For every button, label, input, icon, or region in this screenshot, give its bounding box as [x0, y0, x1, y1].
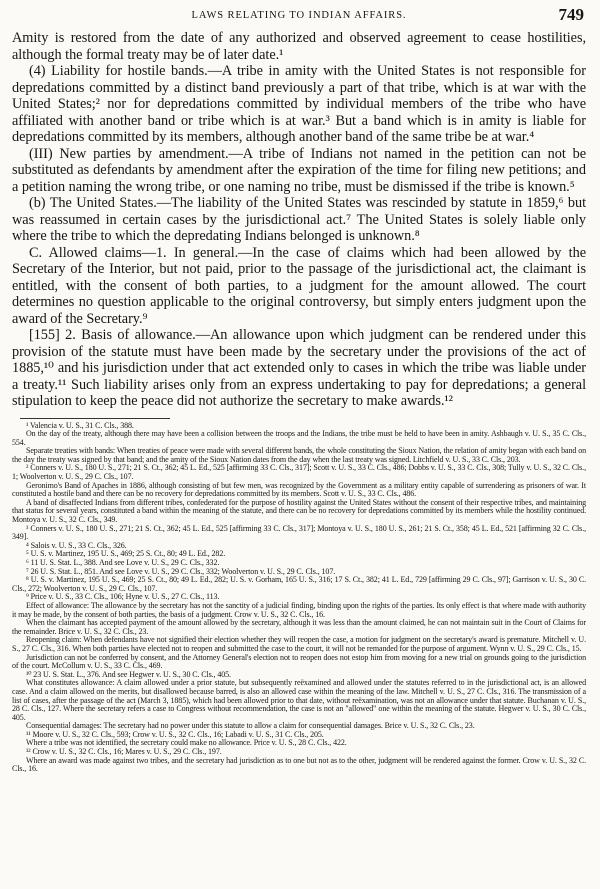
page-header — [12, 4, 586, 26]
footnote: ⁵ U. S. v. Martinez, 195 U. S., 469; 25 S. Ct., 80; 49 L. Ed., 282. — [26, 549, 226, 559]
footnote: Effect of allowance: The allowance by the secretary has not the sanctity of a judicial finding, binding upon the rights of the parties. Its only effect is that where made with authority it may be made, by the consent of both parties, the basis of a judgment. Crow v. U. S., 32 C. Cls., 16. — [12, 600, 586, 619]
paragraph-united-states-liability: (b) The United States.—The liability of the United States was rescinded by statute in 1859,⁶ but was reassumed in certain cases by the jurisdictional act.⁷ The United States is solely liable only where the tribe to which the depredating Indians belonged is unknown.⁸ — [12, 195, 586, 244]
footnote: ¹ Valencia v. U. S., 31 C. Cls., 388. — [26, 420, 134, 430]
body-text — [12, 30, 586, 410]
footnote: ³ Conners v. U. S., 180 U. S., 271; 21 S. Ct., 362; 45 L. Ed., 525 [affirming 33 C. Cls., 317]; Montoya v. U. S., 180 U. S., 261; 21 S. Ct., 358; 45 L. Ed., 521 [affirming 32 C. Cls., 349]. — [12, 523, 586, 542]
paragraph-basis-of-allowance: [155] 2. Basis of allowance.—An allowance upon which judgment can be rendered under this provision of the statute must have been made by the secretary under the provisions of the act of 1885,¹⁰ and his jurisdiction under that act extended only to cases in which the tribe was liable under a treaty.¹¹ Such liability arises only from an express undertaking to pay for depredations; a general stipulation to keep the peace did not authorize the secretary to make awards.¹² — [12, 327, 586, 409]
footnote: ¹¹ Moore v. U. S., 32 C. Cls., 593; Crow v. U. S., 32 C. Cls., 16; Labadi v. U. S., 31 C. Cls., 205. — [26, 729, 324, 739]
footnote: What constitutes allowance: A claim allowed under a prior statute, but subsequently reëxamined and allowed under the statutes referred to in the jurisdictional act, is an allowed case. And a claim allowed on the merits, but disallowed because barred, is also an allowed case within the meaning of the law. Mitchell v. U. S., 27 C. Cls., 316. The transmission of a list of cases, after the passage of the act (March 3, 1885), which had been allowed prior to that date, without reëxamination, was not an allowance under that statute. Buchanan v. U. S., 28 C. Cls., 127. Where the secretary refers a case to Congress without recommendation, the case is not an "allowed" one within the meaning of the statute. Hegwer v. U. S., 30 C. Cls., 405. — [12, 678, 586, 722]
page-number: 749 — [558, 5, 584, 24]
footnote: ¹² Crow v. U. S., 32 C. Cls., 16; Mares v. U. S., 29 C. Cls., 197. — [26, 747, 222, 757]
footnote: Geronimo's Band of Apaches in 1886, although consisting of but few men, was recognized by the Government as a military entity capable of surrendering as prisoners of war. It constituted a hostile band and there can be no recovery for depredations committed by its members. Scott v. U. S., 33 C. Cls., 486. — [12, 480, 586, 499]
footnote: A band of disaffected Indians from different tribes, confederated for the purpose of hostility against the United States without the consent of their respective tribes, and maintaining that status for several years, constituted a band within the meaning of the statute, and there can be no recovery for depredations committed by its members while the hostility continued. Montoya v. U. S., 32 C. Cls., 349. — [12, 497, 586, 525]
footnote: ⁹ Price v. U. S., 33 C. Cls., 106; Hyne v. U. S., 27 C. Cls., 113. — [26, 592, 220, 602]
footnote: Reopening claim: When defendants have not signified their election whether they will reopen the case, a motion for judgment on the secretary's award is premature. Mitchell v. U. S., 27 C. Cls., 316. When both parties have elected not to reopen and submitted the case to the court, it will not be remanded for the purpose of argument. Wynn v. U. S., 29 C. Cls., 15. — [12, 635, 586, 653]
footnotes — [12, 422, 586, 774]
footnote: Jurisdiction can not be conferred by consent, and the Attorney General's election not to reopen does not estop him from moving for a new trial on grounds going to the jurisdiction of the court. McCollum v. U. S., 33 C. Cls., 469. — [12, 652, 586, 671]
footnote: ¹⁰ 23 U. S. Stat. L., 376. And see Hegwer v. U. S., 30 C. Cls., 405. — [26, 669, 231, 679]
paragraph-liability-hostile-bands: (4) Liability for hostile bands.—A tribe in amity with the United States is not responsible for depredations committed by a distinct band previously a part of that tribe, which is at war with the United States;² nor for depredations committed by individual members of the tribe who have affiliated with another band or tribe which is at war.³ But a band which is in amity is liable for depredations committed by its members, although another band of the same tribe be at war.⁴ — [12, 63, 586, 145]
footnote: ² Conners v. U. S., 180 U. S., 271; 21 S. Ct., 362; 45 L. Ed., 525 [affirming 33 C. Cls., 317]; Scott v. U. S., 33 C. Cls., 486; Dobbs v. U. S., 33 C. Cls., 308; Tully v. U. S., 32 C. Cls., 1; Woolverton v. U. S., 29 C. Cls., 107. — [12, 463, 586, 482]
paragraph-allowed-claims: C. Allowed claims—1. In general.—In the case of claims which had been allowed by the Secretary of the Interior, but not paid, prior to the passage of the jurisdictional act, the claimant is entitled, with the consent of both parties, to a judgment for the amount allowed. The court determines no question applicable to the original controversy, but simply enters judgment upon the award of the Secretary.⁹ — [12, 244, 586, 327]
footnote: ⁴ Salois v. U. S., 33 C. Cls., 326. — [26, 540, 127, 550]
running-head: LAWS RELATING TO INDIAN AFFAIRS. — [191, 10, 407, 21]
footnote: ⁸ U. S. v. Martinez, 195 U. S., 469; 25 S. Ct., 80; 49 L. Ed., 282; U. S. v. Gorham, 165 U. S., 316; 17 S. Ct., 382; 41 L. Ed., 729 [affirming 29 C. Cls., 97]; Garrison v. U. S., 30 C. Cls., 272; Woolverton v. U. S., 29 C. Cls., 107. — [12, 575, 586, 593]
footnote: Where an award was made against two tribes, and the secretary had jurisdiction as to one but not as to the other, judgment will be rendered against the former. Crow v. U. S., 32 C. Cls., 16. — [12, 755, 586, 774]
footnote: Separate treaties with bands: When treaties of peace were made with several different bands, the whole constituting the Sioux Nation, the relation of amity began with each band on the day the treaty was signed by that band; and the amity of the Sioux Nation dates from the day when the last treaty was signed. Litchfield v. U. S., 33 C. Cls., 203. — [12, 446, 586, 464]
footnote-divider — [20, 418, 170, 419]
footnote: When the claimant has accepted payment of the amount allowed by the secretary, although it was less than the amount claimed, he can not maintain suit in the Court of Claims for the remainder. Brice v. U. S., 32 C. Cls., 23. — [12, 618, 586, 636]
paragraph-new-parties-amendment: (III) New parties by amendment.—A tribe of Indians not named in the petition can not be substituted as defendants by amendment after the expiration of the time for filing new petitions; and a petition naming the wrong tribe, or one naming no tribe, must be dismissed if the tribe is known.⁵ — [12, 145, 586, 195]
footnote: ⁷ 26 U. S. Stat. L., 851. And see Love v. U. S., 29 C. Cls., 332; Woolverton v. U. S., 29 C. Cls., 107. — [26, 566, 336, 576]
footnote: ⁶ 11 U. S. Stat. L., 388. And see Love v. U. S., 29 C. Cls., 332. — [26, 558, 220, 567]
footnote: On the day of the treaty, although there may have been a collision between the troops and the Indians, the tribe must be held to have been in amity. Ashbaugh v. U. S., 35 C. Cls., 554. — [12, 429, 586, 447]
footnote: Consequential damages: The secretary had no power under this statute to allow a claim for consequential damages. Brice v. U. S., 32 C. Cls., 23. — [26, 721, 475, 731]
footnote: Where a tribe was not identified, the secretary could make no allowance. Price v. U. S., 28 C. Cls., 422. — [26, 738, 347, 748]
paragraph-amity-restored: Amity is restored from the date of any authorized and observed agreement to cease hostilities, although the formal treaty may be of later date.¹ — [12, 30, 586, 63]
